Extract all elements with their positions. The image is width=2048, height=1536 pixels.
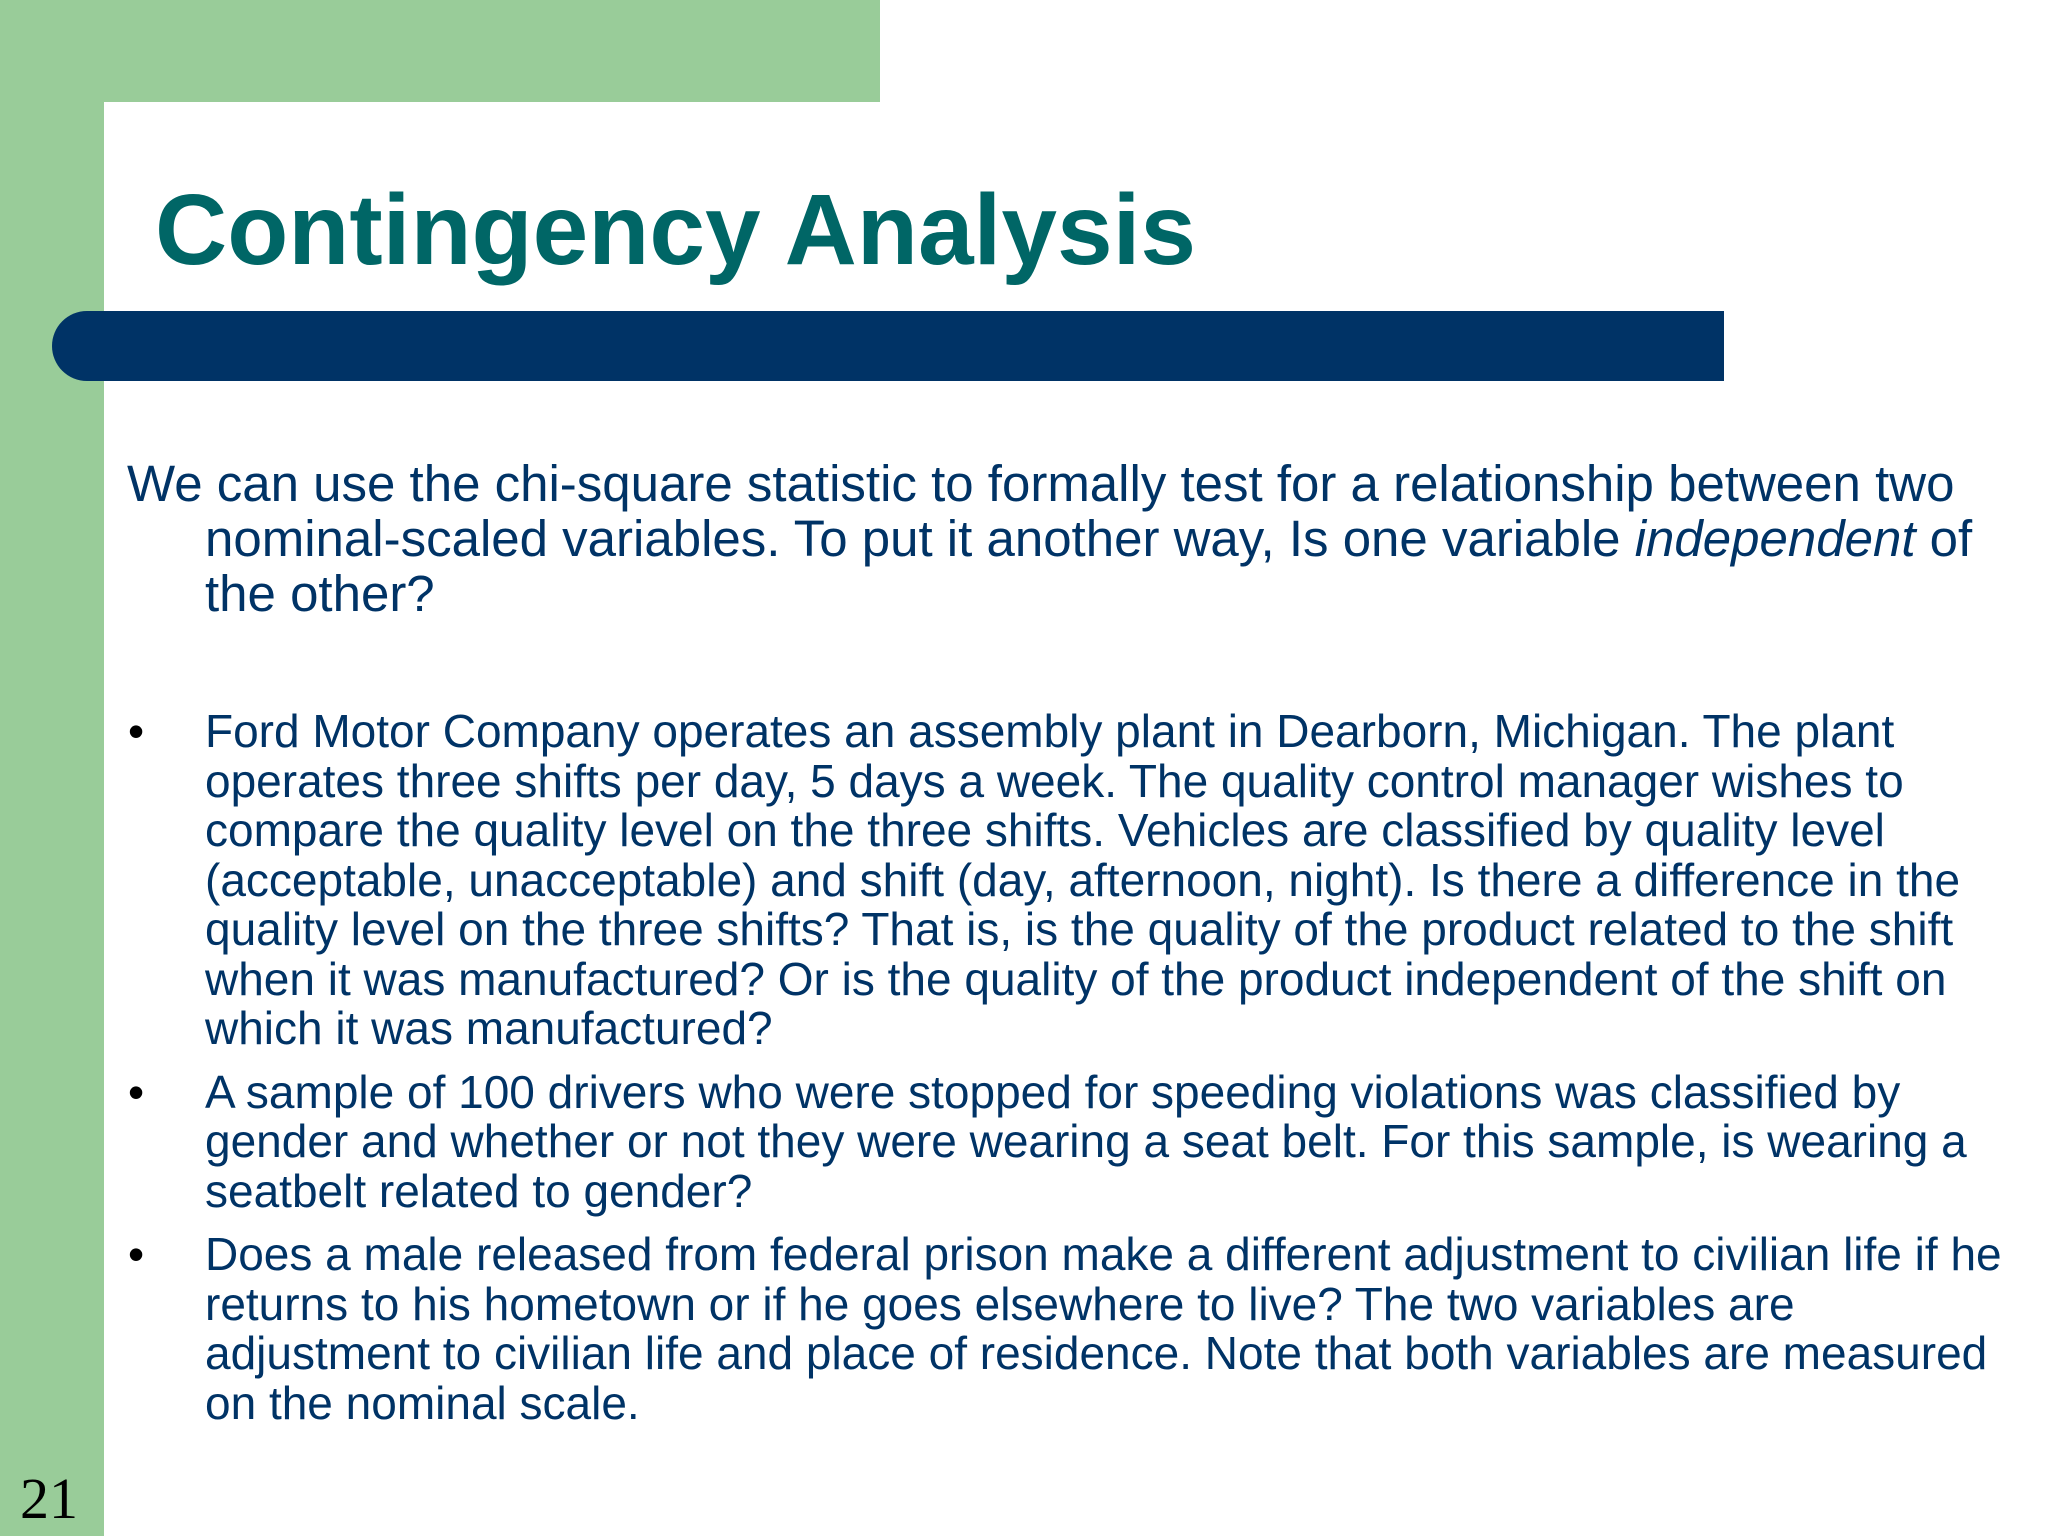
title-underline-bar <box>52 311 1724 381</box>
bullet-dot-icon: • <box>128 1065 145 1118</box>
intro-text-start: We can use the chi-square statistic to formally test for a relationship between two nominal-scaled variables. To put it another way, Is one variable <box>127 455 1955 567</box>
bullet-dot-icon: • <box>128 705 145 757</box>
intro-emphasis: independent <box>1634 510 1916 567</box>
slide-title: Contingency Analysis <box>155 174 1196 286</box>
intro-paragraph <box>127 456 2027 621</box>
bullet-dot-icon: • <box>128 1228 145 1280</box>
left-green-band <box>0 0 104 1536</box>
page-number: 21 <box>20 1466 78 1531</box>
slide-body <box>127 456 2027 1428</box>
intro-text-end: of the other? <box>205 510 1973 622</box>
top-green-band <box>0 0 880 102</box>
bullet-text: Does a male released from federal prison make a different adjustment to civilian life if he returns to his hometown or if he goes elsewhere to live? The two variables are adjustment to civilian life and place of residence. Note that both variables are measured on the nominal scale. <box>205 1228 2002 1429</box>
bullet-item-seatbelt <box>127 1065 2027 1217</box>
bullet-item-prison <box>127 1230 2027 1428</box>
bullet-text: A sample of 100 drivers who were stopped for speeding violations was classified by gender and whether or not they were wearing a seat belt. For this sample, is wearing a seatbelt related to gender? <box>205 1065 1967 1217</box>
bullet-text: Ford Motor Company operates an assembly plant in Dearborn, Michigan. The plant operates three shifts per day, 5 days a week. The quality control manager wishes to compare the quality level on the three shifts. Vehicles are classified by quality level (acceptable, unacceptable) and shift (day, afternoon, night). Is there a difference in the quality level on the three shifts? That is, is the quality of the product related to the shift when it was manufactured? Or is the quality of the product independent of the shift on which it was manufactured? <box>205 705 1961 1054</box>
bullet-list <box>127 707 2027 1428</box>
bullet-item-ford-plant <box>127 707 2027 1054</box>
